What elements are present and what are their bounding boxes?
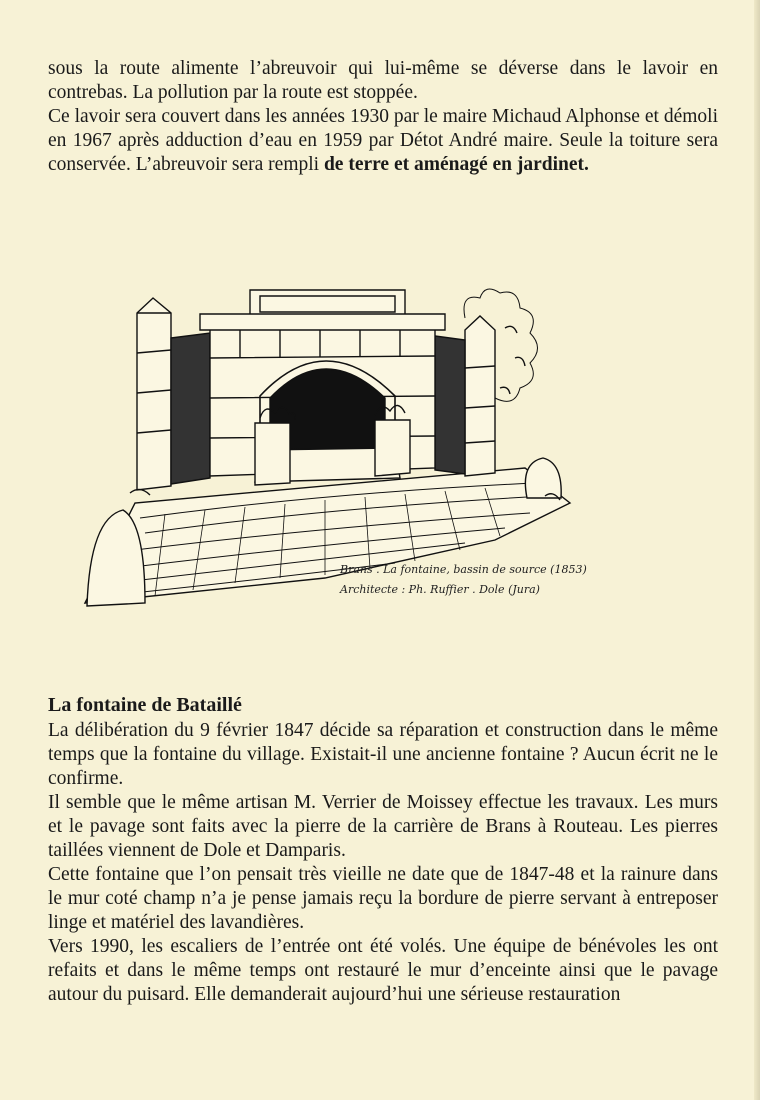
paragraph [48,105,718,177]
top-text-block [48,57,718,177]
illustration-caption [340,560,600,600]
paragraph: La délibération du 9 février 1847 décide sa réparation et construction dans le même temps que la fontaine du village. Existait-il une ancienne fontaine ? Aucun écrit ne le confirme. [48,720,718,789]
page-edge [754,0,760,1100]
paragraph: Il semble que le même artisan M. Verrier de Moissey effectue les travaux. Les murs et le pavage sont faits avec la pierre de la carrière de Brans à Routeau. Les pierres taillées viennent de Dole et Damparis. [48,792,718,861]
paragraph: Vers 1990, les escaliers de l’entrée ont été volés. Une équipe de bénévoles les ont refaits et dans le même temps ont restauré le mur d’enceinte ainsi que le pavage autour du puisard. Elle demanderait aujourd’hui une sérieuse restauration [48,936,718,1005]
paragraph: Cette fontaine que l’on pensait très vieille ne date que de 1847-48 et la rainure dans le mur coté champ n’a je pense jamais reçu la bordure de pierre servant à entreposer linge et matériel des lavandières. [48,864,718,933]
section-text-block [48,693,718,1007]
caption-line: Brans . La fontaine, bassin de source (1853) [340,563,587,576]
paragraph-text: Ce lavoir sera couvert dans les années 1930 par le maire Michaud Alphonse et démoli en 1967 après adduction d’eau en 1959 par Détot André maire. Seule la toiture sera conservée. L’abreuvoir sera rempli [48,106,718,175]
section-heading: La fontaine de Bataillé [48,694,242,716]
paragraph: sous la route alimente l’abreuvoir qui lui-même se déverse dans le lavoir en contrebas. La pollution par la route est stoppée. [48,58,718,103]
bold-text: de terre et aménagé en jardinet. [323,154,589,175]
caption-line: Architecte : Ph. Ruffier . Dole (Jura) [340,583,540,596]
